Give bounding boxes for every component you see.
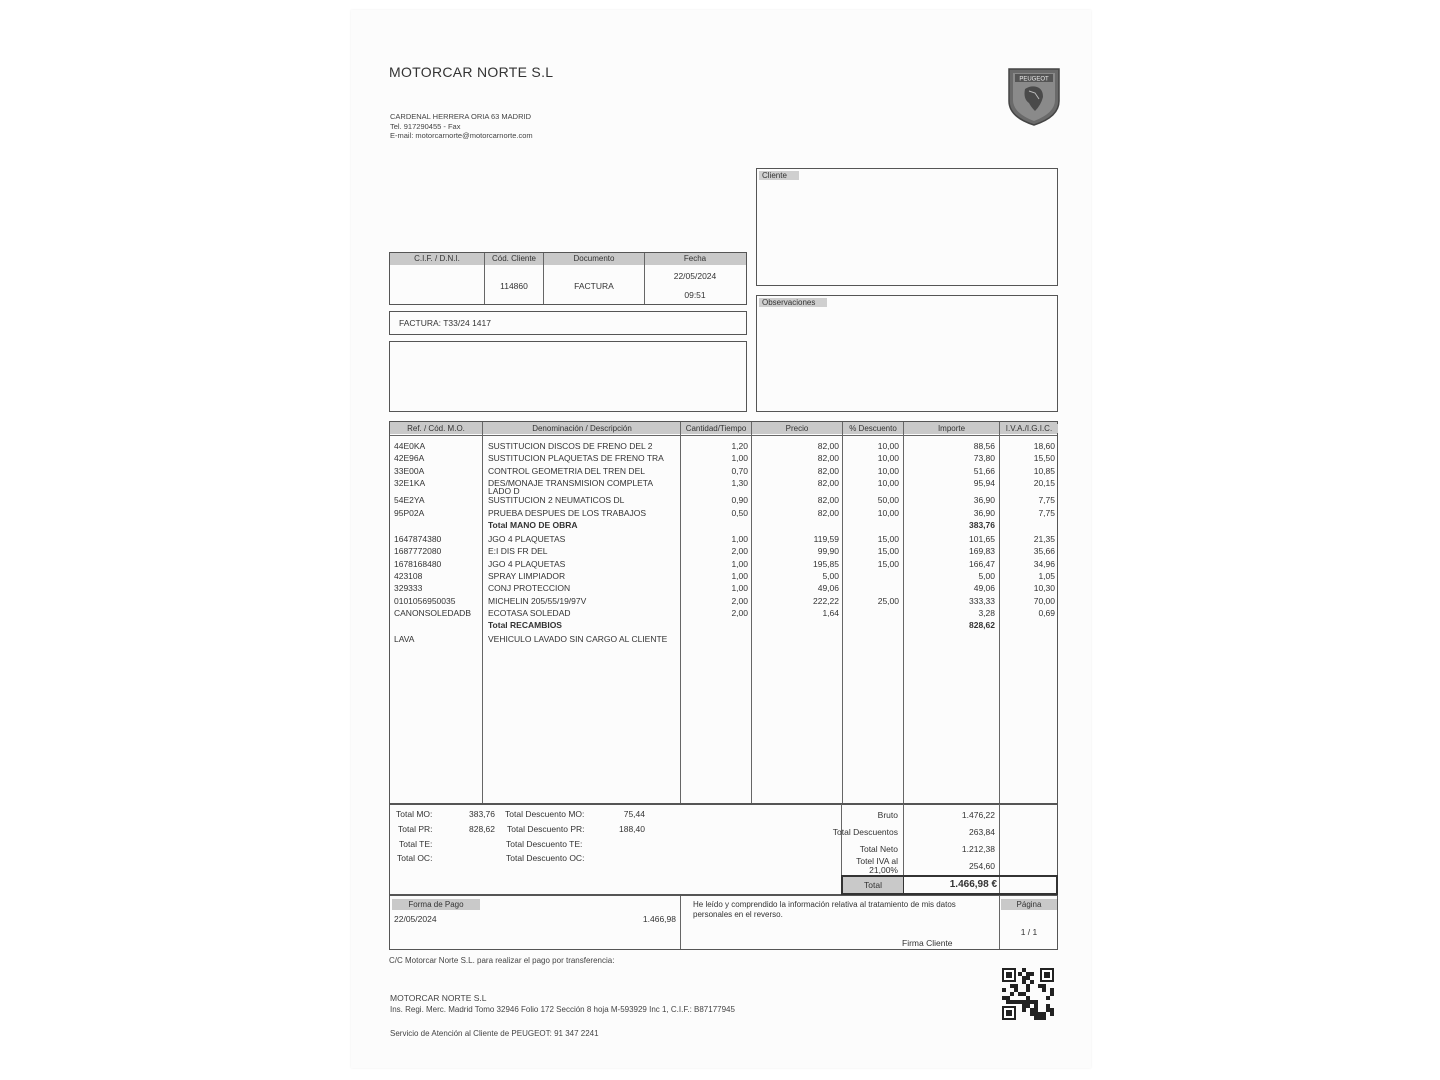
disc-pr-value: 188,40 (619, 824, 645, 834)
row-2-ref: 33E00A (394, 465, 425, 476)
row-4-desc: SUSTITUCION 2 NEUMATICOS DL (488, 495, 625, 506)
total-mo-label: Total MO: (396, 809, 433, 819)
row-10-vat: 1,05 (1038, 570, 1055, 581)
qr-code (1002, 968, 1054, 1020)
row-4-ref: 54E2YA (394, 495, 425, 506)
row-1-disc: 10,00 (877, 453, 899, 464)
col-vat-header: I.V.A./I.G.I.C. (1000, 424, 1058, 433)
row-13-amount: 3,28 (978, 607, 995, 618)
row-2-vat: 10,85 (1033, 465, 1055, 476)
row-11-qty: 1,00 (731, 583, 748, 594)
date-label: Fecha (645, 254, 745, 263)
col-ref-header: Ref. / Cód. M.O. (390, 424, 482, 433)
row-13-ref: CANONSOLEDADB (394, 607, 471, 618)
row-0-qty: 1,20 (731, 441, 748, 451)
row-5-desc: PRUEBA DESPUES DE LOS TRABAJOS (488, 507, 647, 518)
row-0-vat: 18,60 (1033, 441, 1055, 451)
signature-label: Firma Cliente (902, 938, 953, 948)
total-mo-value: 383,76 (469, 809, 495, 819)
neto-value: 1.212,38 (961, 844, 995, 854)
disc-pr-label: Total Descuento PR: (507, 824, 585, 834)
payment-box (389, 895, 1058, 950)
row-13-qty: 2,00 (731, 607, 748, 618)
row-12-desc: MICHELIN 205/55/19/97V (488, 595, 587, 606)
row-6-desc: Total MANO DE OBRA (488, 520, 578, 530)
payment-amount: 1.466,98 (642, 914, 676, 924)
observations-label: Observaciones (759, 298, 827, 307)
row-7-vat: 21,35 (1033, 534, 1055, 544)
privacy-line-2: personales en el reverso. (693, 910, 783, 919)
footer-company: MOTORCAR NORTE S.L (390, 993, 487, 1003)
row-8-desc: E:I DIS FR DEL (488, 546, 548, 557)
row-7-amount: 101,65 (969, 534, 995, 544)
row-9-ref: 1678168480 (394, 558, 442, 569)
payment-date: 22/05/2024 (394, 914, 437, 924)
row-9-amount: 166,47 (969, 558, 995, 569)
row-8-price: 99,90 (817, 546, 839, 557)
row-8-disc: 15,00 (877, 546, 899, 557)
row-8-qty: 2,00 (731, 546, 748, 557)
row-4-disc: 50,00 (877, 495, 899, 506)
iva-value: 254,60 (969, 861, 995, 871)
row-12-amount: 333,33 (969, 595, 995, 606)
observations-box (756, 295, 1058, 412)
row-8-vat: 35,66 (1033, 546, 1055, 557)
row-5-ref: 95P02A (394, 507, 425, 518)
row-10-qty: 1,00 (731, 570, 748, 581)
iva-label-text: Totel IVA al (856, 856, 898, 866)
disc-oc-label: Total Descuento OC: (506, 853, 585, 863)
row-2-desc: CONTROL GEOMETRIA DEL TREN DEL (488, 465, 645, 476)
row-2-qty: 0,70 (731, 465, 748, 476)
client-code-value: 114860 (500, 281, 528, 291)
row-13-price: 1,64 (822, 607, 839, 618)
row-5-price: 82,00 (817, 507, 839, 518)
row-4-price: 82,00 (817, 495, 839, 506)
company-name: MOTORCAR NORTE S.L (389, 64, 554, 80)
row-3-ref: 32E1KA (394, 477, 426, 488)
row-9-desc: JGO 4 PLAQUETAS (488, 558, 566, 569)
transfer-note: C/C Motorcar Norte S.L. para realizar el pago por transferencia: (389, 956, 615, 965)
row-5-qty: 0,50 (731, 507, 748, 518)
row-15-ref: LAVA (394, 634, 415, 645)
col-qty-header: Cantidad/Tiempo (681, 424, 751, 433)
descuentos-value: 263,84 (969, 827, 995, 837)
row-1-qty: 1,00 (731, 453, 748, 464)
company-address-block (390, 112, 533, 141)
iva-rate: 21,00% (869, 865, 898, 875)
row-12-disc: 25,00 (877, 595, 899, 606)
row-11-vat: 10,30 (1033, 583, 1055, 594)
row-0-disc: 10,00 (877, 441, 899, 451)
bruto-value: 1.476,22 (961, 810, 995, 820)
col-desc-header: Denominación / Descripción (483, 424, 681, 433)
row-3-price: 82,00 (817, 477, 839, 488)
row-3-desc: DES/MONAJE TRANSMISION COMPLETA (488, 477, 653, 488)
row-13-desc: ECOTASA SOLEDAD (488, 607, 571, 618)
row-2-amount: 51,66 (973, 465, 995, 476)
row-0-desc: SUSTITUCION DISCOS DE FRENO DEL 2 (488, 441, 653, 451)
row-4-qty: 0,90 (731, 495, 748, 506)
row-0-price: 82,00 (817, 441, 839, 451)
svg-text:PEUGEOT: PEUGEOT (1019, 76, 1049, 83)
row-12-ref: 0101056950035 (394, 595, 456, 606)
date-value: 22/05/2024 (673, 271, 717, 281)
page-label: Página (1001, 899, 1057, 910)
row-1-desc: SUSTITUCION PLAQUETAS DE FRENO TRA (488, 453, 664, 464)
row-10-desc: SPRAY LIMPIADOR (488, 570, 566, 581)
row-0-amount: 88,56 (973, 441, 995, 451)
row-13-vat: 0,69 (1038, 607, 1055, 618)
row-11-price: 49,06 (817, 583, 839, 594)
row-1-ref: 42E96A (394, 453, 425, 464)
row-7-desc: JGO 4 PLAQUETAS (488, 534, 566, 544)
privacy-line-1: He leído y comprendido la información relativa al tratamiento de mis datos (693, 900, 956, 909)
disc-mo-value: 75,44 (623, 809, 645, 819)
disc-mo-label: Total Descuento MO: (505, 809, 585, 819)
total-value: 1.466,98 € (949, 879, 997, 890)
row-11-desc: CONJ PROTECCION (488, 583, 571, 594)
row-7-price: 119,59 (813, 534, 839, 544)
summary-box (389, 803, 1058, 895)
client-label: Cliente (759, 171, 799, 180)
page-number: 1 / 1 (1020, 927, 1038, 937)
row-11-amount: 49,06 (973, 583, 995, 594)
iva-label (810, 857, 898, 875)
col-amount-header: Importe (904, 424, 999, 433)
privacy-notice (693, 900, 956, 920)
footer-service: Servicio de Atención al Cliente de PEUGEOT: 91 347 2241 (390, 1029, 599, 1038)
row-7-ref: 1647874380 (394, 534, 442, 544)
col-price-header: Precio (752, 424, 842, 433)
time-value: 09:51 (684, 290, 706, 300)
row-6-amount: 383,76 (969, 520, 995, 530)
row-8-ref: 1687772080 (394, 546, 442, 557)
peugeot-logo (1005, 65, 1063, 127)
row-12-qty: 2,00 (731, 595, 748, 606)
document-value: FACTURA (574, 281, 614, 291)
row-12-price: 222,22 (813, 595, 839, 606)
document-label: Documento (544, 254, 644, 263)
row-9-vat: 34,96 (1033, 558, 1055, 569)
invoice-number: FACTURA: T33/24 1417 (399, 318, 491, 328)
row-15-desc: VEHICULO LAVADO SIN CARGO AL CLIENTE (488, 634, 668, 645)
company-email: E-mail: motorcarnorte@motorcarnorte.com (390, 131, 533, 140)
total-te-label: Total TE: (399, 839, 433, 849)
vehicle-info-box (389, 341, 747, 412)
row-10-amount: 5,00 (978, 570, 995, 581)
client-box (756, 168, 1058, 286)
cif-label: C.I.F. / D.N.I. (390, 254, 484, 263)
col-disc-header: % Descuento (843, 424, 903, 433)
row-1-amount: 73,80 (973, 453, 995, 464)
items-table (389, 421, 1058, 805)
payment-label: Forma de Pago (392, 899, 480, 910)
row-9-disc: 15,00 (877, 558, 899, 569)
row-0-ref: 44E0KA (394, 441, 426, 451)
company-address: CARDENAL HERRERA ORIA 63 MADRID (390, 112, 532, 121)
row-3-amount: 95,94 (973, 477, 995, 488)
row-11-ref: 329333 (394, 583, 423, 594)
row-14-desc: Total RECAMBIOS (488, 620, 562, 631)
row-3-disc: 10,00 (877, 477, 899, 488)
total-pr-value: 828,62 (469, 824, 495, 834)
row-5-amount: 36,90 (973, 507, 995, 518)
total-pr-label: Total PR: (398, 824, 433, 834)
descuentos-label: Total Descuentos (832, 827, 898, 837)
total-oc-label: Total OC: (397, 853, 433, 863)
row-7-qty: 1,00 (731, 534, 748, 544)
row-5-disc: 10,00 (877, 507, 899, 518)
row-10-ref: 423108 (394, 570, 423, 581)
row-4-amount: 36,90 (973, 495, 995, 506)
row-7-disc: 15,00 (877, 534, 899, 544)
row-8-amount: 169,83 (969, 546, 995, 557)
row-12-vat: 70,00 (1033, 595, 1055, 606)
row-10-price: 5,00 (822, 570, 839, 581)
row-2-disc: 10,00 (877, 465, 899, 476)
total-label: Total (864, 880, 882, 890)
client-code-label: Cód. Cliente (485, 254, 543, 263)
bruto-label: Bruto (877, 810, 898, 820)
invoice-number-box (389, 311, 747, 335)
total-box (841, 875, 1058, 895)
row-14-amount: 828,62 (969, 620, 995, 631)
disc-te-label: Total Descuento TE: (506, 839, 583, 849)
row-3-qty: 1,30 (731, 477, 748, 488)
row-2-price: 82,00 (817, 465, 839, 476)
row-1-vat: 15,50 (1033, 453, 1055, 464)
row-5-vat: 7,75 (1038, 507, 1055, 518)
row-1-price: 82,00 (817, 453, 839, 464)
row-3-vat: 20,15 (1033, 477, 1055, 488)
document-header-table (389, 252, 747, 305)
neto-label: Total Neto (859, 844, 898, 854)
row-9-price: 195,85 (813, 558, 839, 569)
row-3-desc-continued: LADO D (488, 485, 520, 496)
row-4-vat: 7,75 (1038, 495, 1055, 506)
company-phone: Tel. 917290455 - Fax (390, 121, 461, 131)
row-9-qty: 1,00 (731, 558, 748, 569)
footer-registry: Ins. Regi. Merc. Madrid Tomo 32946 Folio 172 Sección 8 hoja M-593929 Inc 1, C.I.F.: B87177945 (390, 1005, 735, 1014)
